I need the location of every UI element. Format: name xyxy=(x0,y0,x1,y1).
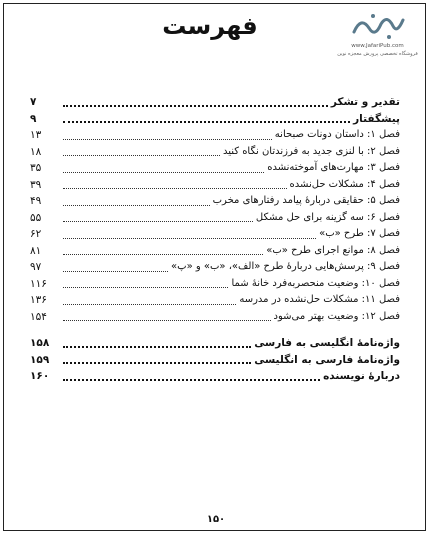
toc-entry-page: ۱۸ xyxy=(30,145,42,158)
dot-leader xyxy=(63,379,320,381)
toc-entry-chapter-4[interactable] xyxy=(30,177,400,194)
toc-entry-title: فصل ۳: مهارت‌های آموخته‌نشده xyxy=(267,162,400,173)
logo-url: www.JafariPub.com xyxy=(351,43,404,49)
toc-entry-page: ۹۷ xyxy=(30,261,42,273)
toc-entry-page: ۵۵ xyxy=(30,211,42,224)
dot-leader xyxy=(63,172,264,173)
toc-entry-page: ۱۵۹ xyxy=(30,353,50,366)
dot-leader xyxy=(63,362,251,364)
toc-entry-page: ۱۶۰ xyxy=(30,370,50,382)
toc-entry-page: ۱۳۶ xyxy=(30,294,47,306)
dot-leader xyxy=(63,304,236,305)
dot-leader xyxy=(63,155,220,156)
toc-entry-chapter-6[interactable] xyxy=(30,210,400,227)
toc-entry-page: ۸۱ xyxy=(30,244,42,257)
toc-entry-preface[interactable] xyxy=(30,111,400,128)
table-of-contents xyxy=(30,94,400,385)
toc-entry-chapter-7[interactable] xyxy=(30,226,400,243)
toc-entry-page: ۶۲ xyxy=(30,228,42,240)
toc-entry-title: فصل ۲: با لنزی جدید به فرزندتان نگاه کنید xyxy=(222,145,400,157)
toc-entry-page: ۷ xyxy=(30,96,37,108)
dot-leader xyxy=(63,205,210,206)
toc-entry-title: فصل ۷: طرح «ب» xyxy=(319,228,400,239)
toc-entry-about-author[interactable] xyxy=(30,368,400,385)
toc-entry-page: ۴۹ xyxy=(30,195,42,207)
page-number: ۱۵۰ xyxy=(206,514,226,525)
publisher-logo xyxy=(335,10,420,68)
toc-entry-glossary-en-fa[interactable] xyxy=(30,335,400,352)
toc-entry-page: ۳۹ xyxy=(30,178,42,191)
toc-entry-title: واژه‌نامهٔ انگلیسی به فارسی xyxy=(254,337,400,349)
dot-leader xyxy=(63,238,316,239)
toc-entry-title: واژه‌نامهٔ فارسی به انگلیسی xyxy=(254,353,400,366)
toc-entry-title: دربارهٔ نویسنده xyxy=(323,370,400,382)
dot-leader xyxy=(63,320,271,321)
toc-entry-title: فصل ۹: پرسش‌هایی دربارهٔ طرح «الف»، «ب» و «پ» xyxy=(171,261,400,272)
dot-leader xyxy=(63,346,251,348)
dot-leader xyxy=(63,188,287,189)
toc-entry-title: فصل ۵: حقایقی دربارهٔ پیامد رفتارهای مخرب xyxy=(212,195,400,206)
dot-leader xyxy=(63,254,263,255)
logo-tagline: فروشگاه تخصصی پرورش معجزه نوین xyxy=(337,51,418,57)
dot-leader xyxy=(63,271,168,272)
toc-entry-title: فصل ۴: مشکلات حل‌نشده xyxy=(289,178,400,190)
toc-entry-acknowledgements[interactable] xyxy=(30,94,400,111)
dot-leader xyxy=(63,221,253,222)
toc-entry-title: فصل ۱۰: وضعیت منحصربه‌فرد خانهٔ شما xyxy=(231,277,400,289)
toc-entry-chapter-12[interactable] xyxy=(30,309,400,326)
toc-entry-title: فصل ۶: سه گزینه برای حل مشکل xyxy=(255,211,400,223)
toc-entry-chapter-10[interactable] xyxy=(30,276,400,293)
toc-entry-title: فصل ۱۲: وضعیت بهتر می‌شود xyxy=(273,310,400,322)
toc-entry-page: ۱۵۴ xyxy=(30,310,47,323)
toc-entry-page: ۹ xyxy=(30,112,37,125)
toc-entry-chapter-9[interactable] xyxy=(30,259,400,276)
toc-entry-chapter-8[interactable] xyxy=(30,243,400,260)
toc-entry-chapter-1[interactable] xyxy=(30,127,400,144)
page-title: فهرست xyxy=(162,12,258,40)
dot-leader xyxy=(63,121,350,123)
publisher-logo-mark-icon xyxy=(349,10,407,42)
toc-entry-title: فصل ۸: موانع اجرای طرح «ب» xyxy=(266,244,400,256)
toc-entry-title: فصل ۱: داستان دونات صبحانه xyxy=(274,129,400,140)
toc-entry-title: پیشگفتار xyxy=(353,112,400,125)
toc-entry-chapter-3[interactable] xyxy=(30,160,400,177)
toc-entry-chapter-5[interactable] xyxy=(30,193,400,210)
toc-entry-page: ۱۱۶ xyxy=(30,277,47,290)
toc-entry-title: تقدیر و تشکر xyxy=(330,96,400,108)
dot-leader xyxy=(63,287,228,288)
dot-leader xyxy=(63,105,328,107)
toc-entry-page: ۱۳ xyxy=(30,129,42,141)
toc-entry-glossary-fa-en[interactable] xyxy=(30,352,400,369)
toc-entry-chapter-11[interactable] xyxy=(30,292,400,309)
toc-entry-page: ۳۵ xyxy=(30,162,42,174)
toc-entry-page: ۱۵۸ xyxy=(30,337,50,349)
toc-entry-chapter-2[interactable] xyxy=(30,144,400,161)
toc-entry-title: فصل ۱۱: مشکلات حل‌نشده در مدرسه xyxy=(239,294,400,305)
section-gap xyxy=(30,325,400,335)
dot-leader xyxy=(63,139,272,140)
